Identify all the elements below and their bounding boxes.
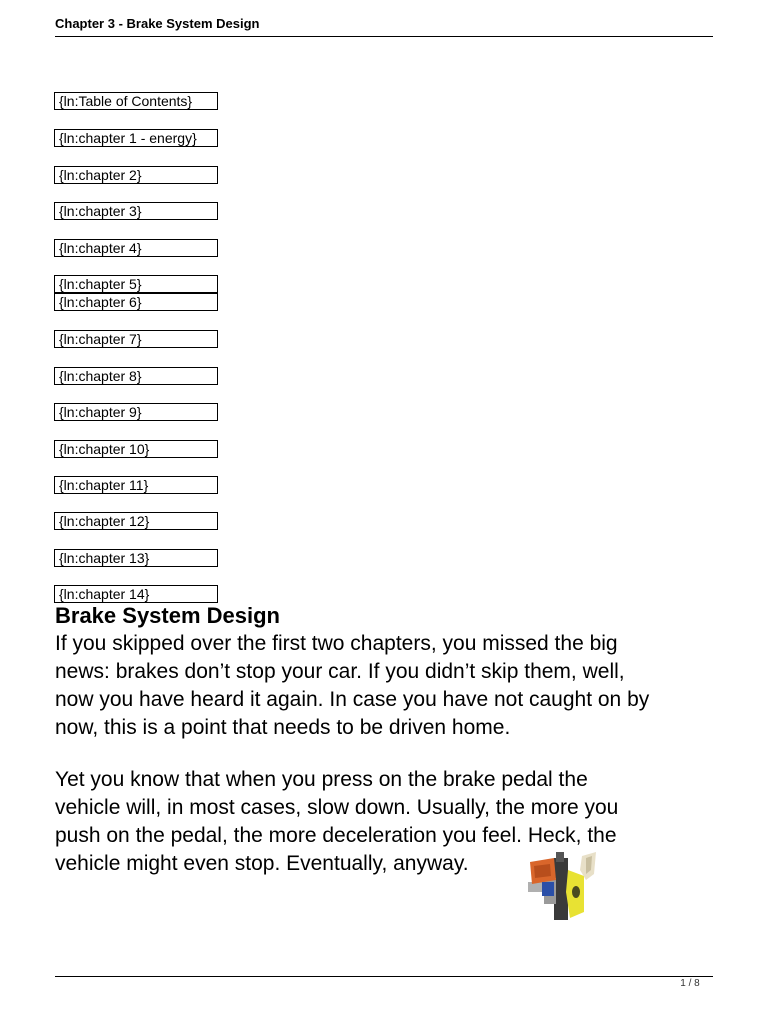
rotor-shape: [554, 858, 568, 920]
section-heading: Brake System Design: [55, 603, 280, 628]
toc-link-chapter-11[interactable]: {ln:chapter 11}: [54, 476, 218, 494]
toc-link-chapter-6[interactable]: {ln:chapter 6}: [54, 293, 218, 311]
toc-link-chapter-3[interactable]: {ln:chapter 3}: [54, 202, 218, 220]
footer-divider: [55, 976, 713, 977]
body-paragraph-2: Yet you know that when you press on the brake pedal the vehicle will, in most cases, slow down. Usually, the more you push on the pedal, the more deceleration you feel. Heck, the vehicle might even stop. Eventually, anyway.: [55, 768, 619, 875]
toc-link-table-of-contents[interactable]: {ln:Table of Contents}: [54, 92, 218, 110]
toc-link-chapter-4[interactable]: {ln:chapter 4}: [54, 239, 218, 257]
body-paragraph-1: If you skipped over the first two chapters, you missed the big news: brakes don’t stop your car. If you didn’t skip them, well, now you have heard it again. In case you have not caught on by now, this is a point that needs to be driven home.: [55, 632, 650, 739]
toc-link-chapter-5[interactable]: {ln:chapter 5}: [54, 275, 218, 293]
toc-link-chapter-9[interactable]: {ln:chapter 9}: [54, 403, 218, 421]
toc-link-chapter-13[interactable]: {ln:chapter 13}: [54, 549, 218, 567]
page-number: 1 / 8: [680, 978, 700, 989]
brake-caliper-icon: [520, 852, 604, 922]
toc-link-chapter-7[interactable]: {ln:chapter 7}: [54, 330, 218, 348]
page-header-title: Chapter 3 - Brake System Design: [55, 16, 260, 31]
toc-link-chapter-10[interactable]: {ln:chapter 10}: [54, 440, 218, 458]
toc-link-chapter-2[interactable]: {ln:chapter 2}: [54, 166, 218, 184]
header-divider: [55, 36, 713, 37]
piston-shape: [542, 882, 554, 896]
toc-link-chapter-14[interactable]: {ln:chapter 14}: [54, 585, 218, 603]
toc-link-chapter-8[interactable]: {ln:chapter 8}: [54, 367, 218, 385]
toc-link-chapter-1[interactable]: {ln:chapter 1 - energy}: [54, 129, 218, 147]
toc-link-chapter-12[interactable]: {ln:chapter 12}: [54, 512, 218, 530]
